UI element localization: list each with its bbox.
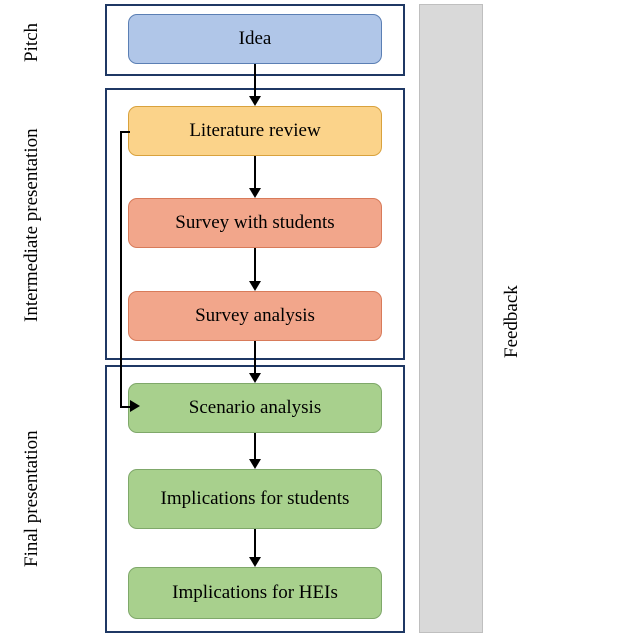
arrow-survey-analysis-to-scenario-analysis bbox=[254, 341, 256, 374]
node-literature-review bbox=[128, 106, 382, 156]
arrow-implications-students-to-implications-heis bbox=[254, 529, 256, 558]
band-label-final-presentation: Final presentation bbox=[21, 430, 43, 568]
node-literature-review-label: Literature review bbox=[189, 120, 321, 142]
arrow-survey-to-survey-analysis bbox=[254, 248, 256, 282]
node-survey-analysis bbox=[128, 291, 382, 341]
node-survey-with-students-label: Survey with students bbox=[175, 212, 335, 234]
node-implications-for-students bbox=[128, 469, 382, 529]
node-survey-with-students bbox=[128, 198, 382, 248]
node-idea bbox=[128, 14, 382, 64]
node-survey-analysis-label: Survey analysis bbox=[195, 305, 315, 327]
feedback-loop-side-segment bbox=[120, 131, 122, 408]
feedback-loop-arrowhead-icon bbox=[130, 400, 140, 412]
band-label-pitch: Pitch bbox=[21, 22, 43, 62]
arrow-literature-review-to-survey bbox=[254, 156, 256, 189]
band-label-intermediate-presentation: Intermediate presentation bbox=[21, 128, 43, 322]
node-scenario-analysis-label: Scenario analysis bbox=[188, 397, 322, 419]
feedback-label: Feedback bbox=[501, 285, 522, 359]
side-band bbox=[419, 4, 483, 633]
arrow-scenario-analysis-to-implications-students bbox=[254, 433, 256, 460]
node-implications-for-heis bbox=[128, 567, 382, 619]
node-implications-for-students-label: Implications for students bbox=[160, 488, 350, 510]
node-implications-for-heis-label: Implications for HEIs bbox=[172, 582, 338, 604]
node-idea-label: Idea bbox=[238, 28, 272, 50]
arrow-idea-to-literature-review bbox=[254, 64, 256, 97]
node-scenario-analysis bbox=[128, 383, 382, 433]
